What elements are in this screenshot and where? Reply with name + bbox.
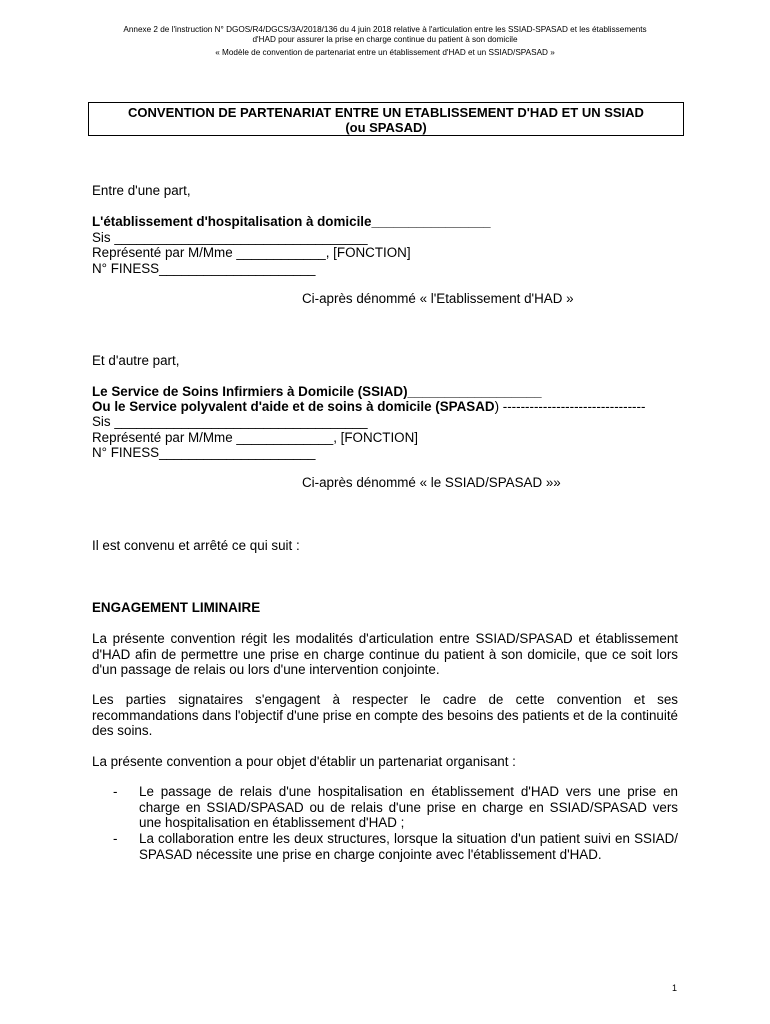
header-reference (60, 25, 710, 58)
paragraph-1: La présente convention régit les modalités d'articulation entre SSIAD/SPASAD et établissement d'HAD afin de permettre une prise en charge continue du patient à son domicile, que ce soit lors d'un passage de relais ou lors d'une intervention conjointe. (92, 631, 678, 678)
header-line-1: Annexe 2 de l'instruction N° DGOS/R4/DGCS/3A/2018/136 du 4 juin 2018 relative à l'articulation entre les SSIAD-SPASAD et les établissements (123, 25, 647, 34)
party2-represent: Représenté par M/Mme _____________, [FONCTION] (92, 430, 418, 445)
party1-name: L'établissement d'hospitalisation à domicile________________ (92, 214, 491, 229)
header-line-3: « Modèle de convention de partenariat entre un établissement d'HAD et un SSIAD/SPASAD » (215, 48, 555, 57)
section-heading: ENGAGEMENT LIMINAIRE (92, 600, 261, 615)
party2-alt (92, 399, 645, 415)
bullet-mark-1: - (113, 784, 118, 799)
party2-intro: Et d'autre part, (92, 353, 180, 368)
page-number: 1 (672, 983, 678, 993)
bullet-mark-2: - (113, 831, 118, 846)
paragraph-2: Les parties signataires s'engagent à respecter le cadre de cette convention et ses recommandations dans l'objectif d'une prise en compte des besoins des patients et de la continuité des soins. (92, 692, 678, 739)
party1-represent: Représenté par M/Mme ____________, [FONCTION] (92, 245, 411, 260)
agreed-statement: Il est convenu et arrêté ce qui suit : (92, 538, 300, 553)
party2-finess: N° FINESS_____________________ (92, 445, 316, 460)
party1-denomination: Ci-après dénommé « l'Etablissement d'HAD » (302, 291, 574, 306)
bullet-item-2: La collaboration entre les deux structures, lorsque la situation d'un patient suivi en SSIAD/ SPASAD nécessite une prise en charge conjointe avec l'établissement d'HAD. (139, 831, 678, 862)
party2-alt-rest: ) -------------------------------- (494, 399, 646, 414)
document-title (88, 102, 684, 136)
bullet-item-1: Le passage de relais d'une hospitalisation en établissement d'HAD vers une prise en charge en SSIAD/SPASAD ou de relais d'une prise en charge en SSIAD/SPASAD vers une hospitalisation en établissement d'HAD ; (139, 784, 678, 831)
title-line-1: CONVENTION DE PARTENARIAT ENTRE UN ETABLISSEMENT D'HAD ET UN SSIAD (128, 105, 644, 120)
party1-sis: Sis __________________________________ (92, 230, 368, 245)
paragraph-3: La présente convention a pour objet d'établir un partenariat organisant : (92, 754, 516, 769)
party2-sis: Sis __________________________________ (92, 414, 368, 429)
party1-finess: N° FINESS_____________________ (92, 261, 316, 276)
party1-intro: Entre d'une part, (92, 183, 191, 198)
title-line-2: (ou SPASAD) (345, 120, 427, 135)
party2-denomination: Ci-après dénommé « le SSIAD/SPASAD »» (302, 475, 561, 490)
party2-name: Le Service de Soins Infirmiers à Domicile (SSIAD)__________________ (92, 384, 542, 399)
header-line-2: d'HAD pour assurer la prise en charge continue du patient à son domicile (252, 35, 518, 44)
party2-alt-bold: Ou le Service polyvalent d'aide et de soins à domicile (SPASAD (92, 399, 495, 414)
